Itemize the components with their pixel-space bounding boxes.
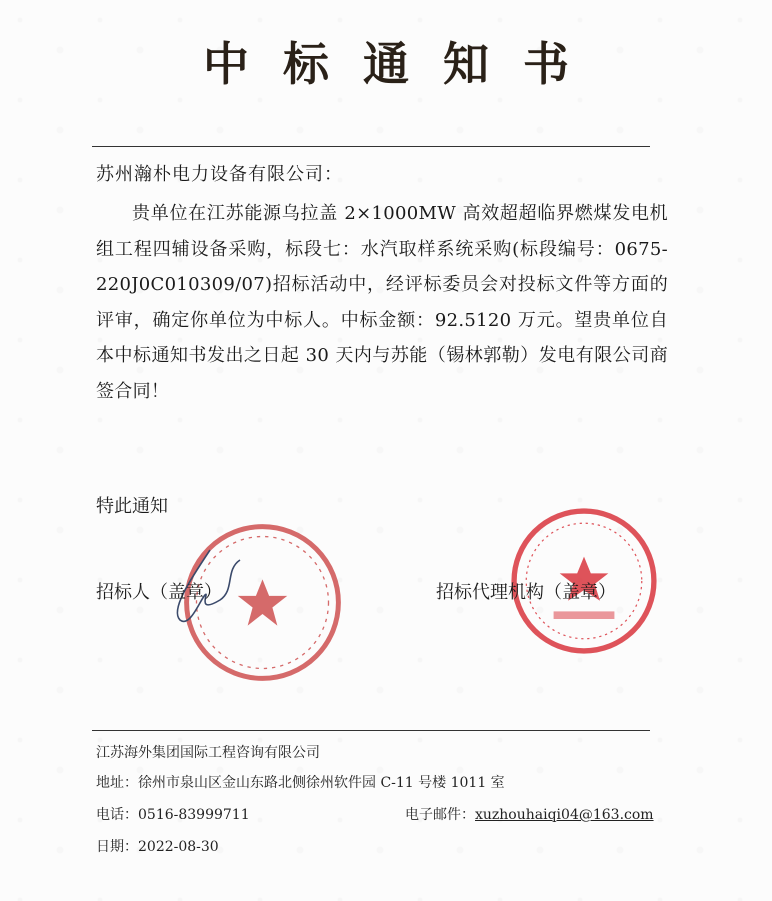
email-label: 电子邮件： [405, 807, 475, 823]
recipient-line: 苏州瀚朴电力设备有限公司： [96, 164, 343, 185]
tenderer-seal-label: 招标人（盖章） [96, 582, 222, 603]
agency-name: 江苏海外集团国际工程咨询有限公司 [96, 745, 320, 761]
agency-seal-label: 招标代理机构（盖章） [436, 582, 616, 603]
body-paragraph: 贵单位在江苏能源乌拉盖 2×1000MW 高效超超临界燃煤发电机组工程四辅设备采购，标段七：水汽取样系统采购(标段编号：0675-220J0C010309/07)招标活动中，经评标委员会对投标文件等方面的评审，确定你单位为中标人。中标金额：92.5120 万元。望贵单位自本中标通知书发出之日起 30 天内与苏能（锡林郭勒）发电有限公司商签合同！ [96, 203, 668, 402]
agency-email-line [405, 804, 654, 824]
agency-address: 地址：徐州市泉山区金山东路北侧徐州软件园 C-11 号楼 1011 室 [96, 775, 505, 791]
top-divider [92, 146, 650, 147]
document-title: 中标通知书 [203, 37, 603, 91]
email-link[interactable]: xuzhouhaiqi04@163.com [475, 807, 654, 823]
notice-text: 特此通知 [96, 496, 168, 517]
agency-phone: 电话：0516-83999711 [96, 807, 250, 823]
issue-date: 日期：2022-08-30 [96, 839, 219, 855]
footer-divider [92, 730, 650, 731]
